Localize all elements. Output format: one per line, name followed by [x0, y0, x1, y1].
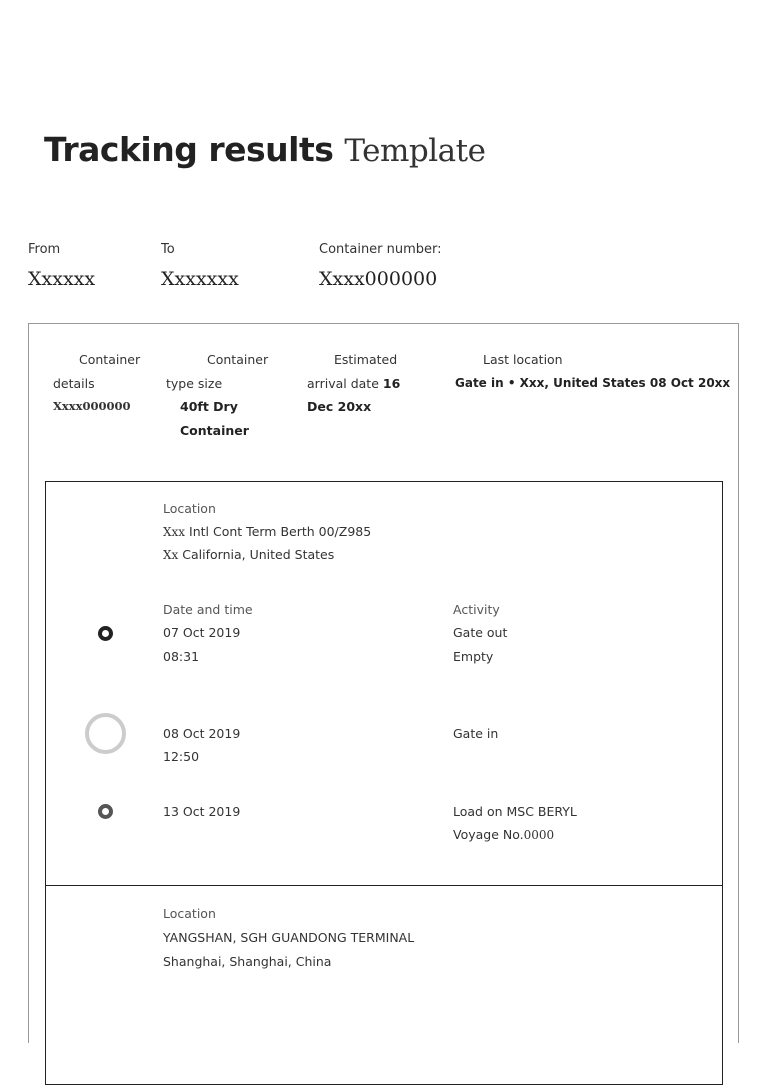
- event-1-activity-1: Gate out: [453, 625, 508, 640]
- type-value-2: Container: [180, 422, 249, 438]
- eta-label-1: Estimated: [334, 352, 398, 367]
- event-2-date: 08 Oct 2019: [163, 726, 241, 741]
- details-value: Xxxx000000: [53, 399, 131, 413]
- location-label-2: Location: [163, 906, 216, 921]
- event-1-time: 08:31: [163, 649, 200, 664]
- eta-value-2: Dec 20xx: [307, 399, 372, 414]
- location-1-line-1: [163, 520, 371, 545]
- to-label: To: [161, 242, 175, 257]
- location-1-line-1-text: Intl Cont Term Berth 00/Z985: [185, 524, 372, 539]
- summary-eta: [307, 348, 447, 419]
- location-1-line-2-text: California, United States: [178, 547, 335, 562]
- last-location-label: Last location: [483, 352, 563, 367]
- eta-label-2: arrival date: [307, 375, 379, 391]
- type-label-2: type size: [166, 375, 223, 391]
- container-number-value: Xxxx000000: [319, 268, 438, 290]
- details-label-1: Container: [79, 352, 141, 367]
- location-box-2: [45, 885, 723, 1085]
- event-marker-dot-icon: [98, 804, 113, 819]
- page-title-sub: Template: [344, 133, 486, 169]
- page-title-main: Tracking results: [44, 130, 334, 169]
- route-container: [319, 241, 442, 291]
- event-marker-ring-icon: [85, 713, 126, 754]
- last-location-value: Gate in • Xxx, United States 08 Oct 20xx: [455, 375, 731, 390]
- container-number-label: Container number:: [319, 242, 442, 257]
- location-2-line-1: YANGSHAN, SGH GUANDONG TERMINAL: [163, 930, 415, 945]
- activity-label: Activity: [453, 602, 500, 617]
- from-label: From: [28, 242, 61, 257]
- datetime-label: Date and time: [163, 602, 253, 617]
- details-label-2: details: [53, 375, 95, 391]
- from-value: Xxxxxx: [28, 268, 96, 290]
- location-2-line-2: Shanghai, Shanghai, China: [163, 954, 332, 969]
- event-2-activity-1: Gate in: [453, 726, 499, 741]
- voyage-label: Voyage No.: [453, 827, 524, 842]
- location-1-line-1-prefix: Xxx: [163, 525, 186, 539]
- event-marker-current-icon: [98, 626, 113, 641]
- event-1-date: 07 Oct 2019: [163, 625, 241, 640]
- location-box-1: [45, 481, 723, 887]
- route-to: [161, 241, 239, 291]
- to-value: Xxxxxxx: [161, 268, 239, 290]
- event-1-activity-2: Empty: [453, 649, 494, 664]
- event-3-date: 13 Oct 2019: [163, 804, 241, 819]
- type-value-1: 40ft Dry: [180, 399, 238, 414]
- location-1-line-2-prefix: Xx: [163, 548, 179, 562]
- event-3-activity-1: Load on MSC BERYL: [453, 804, 577, 819]
- summary-container-details: [53, 348, 163, 419]
- event-3-activity-2: [453, 823, 554, 848]
- event-2-time: 12:50: [163, 749, 200, 764]
- eta-value-1: 16: [382, 375, 401, 391]
- summary-last-location: [455, 348, 730, 395]
- page-title: [44, 128, 485, 173]
- location-label-1: Location: [163, 501, 216, 516]
- type-label-1: Container: [207, 352, 269, 367]
- summary-type-size: [166, 348, 296, 442]
- route-from: [28, 241, 95, 291]
- location-1-line-2: [163, 543, 334, 568]
- voyage-number: 0000: [523, 828, 555, 842]
